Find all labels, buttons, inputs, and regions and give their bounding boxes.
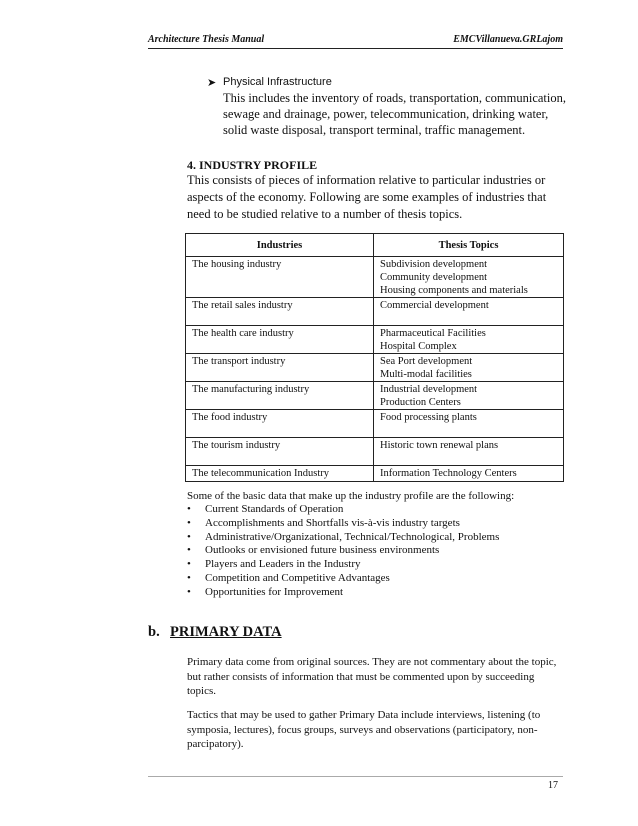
column-header-thesis-topics: Thesis Topics (374, 234, 564, 257)
section-title: PRIMARY DATA (170, 624, 282, 640)
list-item (187, 517, 499, 531)
industry-cell: The housing industry (186, 257, 374, 298)
table-row (186, 257, 564, 298)
bullet-icon: • (187, 544, 191, 557)
list-item-text: Competition and Competitive Advantages (205, 571, 390, 584)
list-item (187, 586, 499, 600)
header-authors: EMCVillanueva.GRLajom (453, 34, 563, 45)
topic-item: Historic town renewal plans (380, 440, 499, 451)
topic-item: Subdivision development (380, 259, 488, 270)
bullet-icon: • (187, 558, 191, 571)
industry-cell: The food industry (186, 410, 374, 438)
basic-data-intro: Some of the basic data that make up the industry profile are the following: (187, 490, 515, 502)
industries-table (185, 233, 564, 482)
industry-cell: The transport industry (186, 354, 374, 382)
industry-cell: The retail sales industry (186, 298, 374, 326)
topic-item: Housing components and materials (380, 285, 528, 296)
table-header-row (186, 234, 564, 257)
list-item (187, 503, 499, 517)
primary-data-paragraph-2: Tactics that may be used to gather Primary Data include interviews, listening (to symposia, lectures), focus groups, surveys and observations (participatory, non-parcipatory). (187, 709, 541, 750)
topics-cell (374, 438, 564, 466)
list-item-text: Outlooks or envisioned future business environments (205, 544, 440, 557)
primary-data-paragraph-1: Primary data come from original sources. They are not commentary about the topic, but rather consists of information that must be commented upon by succeeding topics. (187, 656, 557, 697)
topic-item: Production Centers (380, 397, 461, 408)
table-row (186, 466, 564, 482)
section-letter: b. (148, 624, 160, 640)
page-number: 17 (548, 780, 558, 791)
primary-data-heading (148, 624, 282, 641)
industry-cell: The manufacturing industry (186, 382, 374, 410)
table-row (186, 326, 564, 354)
table-row (186, 382, 564, 410)
topic-item: Information Technology Centers (380, 468, 517, 479)
page-header (148, 32, 563, 49)
table-row (186, 354, 564, 382)
list-item-text: Opportunities for Improvement (205, 585, 344, 598)
topics-cell (374, 466, 564, 482)
topic-item: Hospital Complex (380, 341, 457, 352)
table-row (186, 438, 564, 466)
list-item (187, 544, 499, 558)
topic-item: Commercial development (380, 300, 489, 311)
topics-cell (374, 298, 564, 326)
industry-cell: The telecommunication Industry (186, 466, 374, 482)
list-item (187, 572, 499, 586)
header-manual-title: Architecture Thesis Manual (148, 34, 265, 45)
topics-cell (374, 354, 564, 382)
bullet-icon: • (187, 585, 191, 598)
list-item-text: Players and Leaders in the Industry (205, 558, 361, 571)
physical-infrastructure-label: Physical Infrastructure (223, 76, 332, 88)
industry-profile-heading: 4. INDUSTRY PROFILE (187, 158, 318, 172)
list-item (187, 558, 499, 572)
bullet-icon: • (187, 503, 191, 515)
topics-cell (374, 257, 564, 298)
list-item (187, 531, 499, 545)
arrow-bullet-icon: ➤ (207, 77, 217, 89)
bullet-icon: • (187, 516, 191, 529)
industry-profile-text: This consists of pieces of information relative to particular industries or aspects of the economy. Following are some examples of industries that need to be studied relative to a number of thesis topics. (187, 173, 547, 221)
basic-data-list (187, 503, 499, 600)
topic-item: Sea Port development (380, 356, 473, 367)
topic-item: Multi-modal facilities (380, 369, 472, 380)
footer-divider (148, 776, 563, 777)
topic-item: Pharmaceutical Facilities (380, 328, 486, 339)
bullet-icon: • (187, 530, 191, 543)
table-row (186, 298, 564, 326)
topic-item: Food processing plants (380, 412, 477, 423)
topics-cell (374, 382, 564, 410)
physical-infrastructure-text: This includes the inventory of roads, transportation, communication, sewage and drainage, power, telecommunication, drinking water, solid waste disposal, transport terminal, traffic management. (223, 91, 566, 137)
topics-cell (374, 326, 564, 354)
table-row (186, 410, 564, 438)
list-item-text: Administrative/Organizational, Technical/Technological, Problems (205, 530, 500, 543)
list-item-text: Accomplishments and Shortfalls vis-à-vis industry targets (205, 516, 460, 529)
column-header-industries: Industries (186, 234, 374, 257)
topic-item: Industrial development (380, 384, 478, 395)
list-item-text: Current Standards of Operation (205, 503, 344, 515)
topic-item: Community development (380, 272, 488, 283)
topics-cell (374, 410, 564, 438)
industry-cell: The tourism industry (186, 438, 374, 466)
bullet-icon: • (187, 571, 191, 584)
industry-cell: The health care industry (186, 326, 374, 354)
